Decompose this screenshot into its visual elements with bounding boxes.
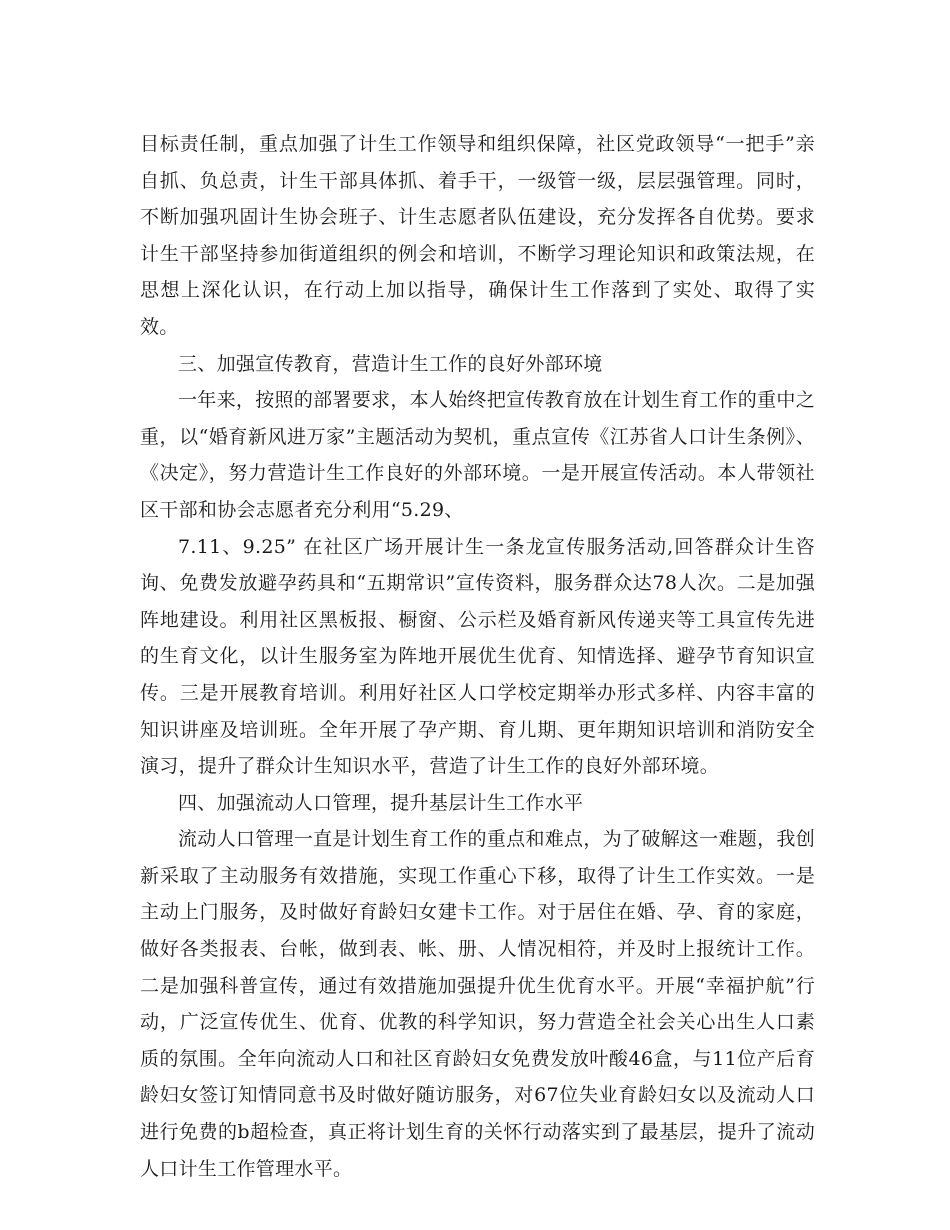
paragraph-publicity-activities: 7.11、9.25” 在社区广场开展计生一条龙宣传服务活动,回答群众计生咨询、免费发放避孕药具和“五期常识”宣传资料，服务群众达78人次。二是加强阵地建设。利用社区黑板报、橱窗、公示栏及婚育新风传递夹等工具宣传先进的生育文化，以计生服务室为阵地开展优生优育、知情选择、避孕节育知识宣传。三是开展教育培训。利用好社区人口学校定期举办形式多样、内容丰富的知识讲座及培训班。全年开展了孕产期、育儿期、更年期知识培训和消防安全演习，提升了群众计生知识水平，营造了计生工作的良好外部环境。 <box>140 535 815 778</box>
section-heading-publicity: 三、加强宣传教育，营造计生工作的良好外部环境 <box>178 352 603 375</box>
paragraph-floating-population: 流动人口管理一直是计划生育工作的重点和难点，为了破解这一难题，我创新采取了主动服务有效措施，实现工作重心下移，取得了计生工作实效。一是主动上门服务，及时做好育龄妇女建卡工作。对于居住在婚、孕、育的家庭，做好各类报表、台帐，做到表、帐、册、人情况相符，并及时上报统计工作。二是加强科普宣传，通过有效措施加强提升优生优育水平。开展“幸福护航”行动，广泛宣传优生、优育、优教的科学知识，努力营造全社会关心出生人口素质的氛围。全年向流动人口和社区育龄妇女免费发放叶酸46盒，与11位产后育龄妇女签订知情同意书及时做好随访服务，对67位失业育龄妇女以及流动人口进行免费的b超检查，真正将计划生育的关怀行动落实到了最基层，提升了流动人口计生工作管理水平。 <box>140 828 815 1180</box>
paragraph-publicity-intro: 一年来，按照的部署要求，本人始终把宣传教育放在计划生育工作的重中之重，以“婚育新风进万家”主题活动为契机，重点宣传《江苏省人口计生条例》、《决定》，努力营造计生工作良好的外部环境。一是开展宣传活动。本人带领社区干部和协会志愿者充分利用“5.29、 <box>140 389 815 521</box>
section-heading-floating-population: 四、加强流动人口管理，提升基层计生工作水平 <box>178 791 584 814</box>
document-body <box>140 126 815 1187</box>
paragraph-responsibility: 目标责任制，重点加强了计生工作领导和组织保障，社区党政领导“一把手”亲自抓、负总责，计生干部具体抓、着手干，一级管一级，层层强管理。同时，不断加强巩固计生协会班子、计生志愿者队伍建设，充分发挥各自优势。要求计生干部坚持参加街道组织的例会和培训，不断学习理论知识和政策法规，在思想上深化认识，在行动上加以指导，确保计生工作落到了实处、取得了实效。 <box>140 133 815 338</box>
